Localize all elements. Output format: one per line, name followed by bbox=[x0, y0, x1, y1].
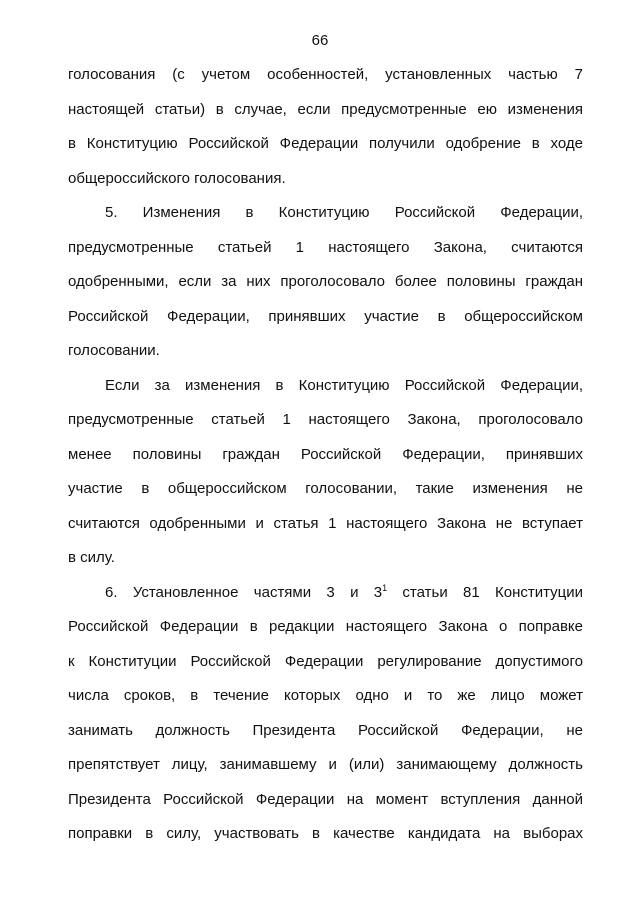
text-line bbox=[68, 196, 583, 231]
paragraph bbox=[68, 58, 583, 196]
text-line bbox=[68, 438, 583, 473]
text-line bbox=[68, 748, 583, 783]
text-line-content: препятствует лицу, занимавшему и (или) занимающему должность bbox=[68, 756, 583, 773]
text-line-content: в силу. bbox=[68, 549, 115, 566]
superscript: 1 bbox=[382, 582, 388, 593]
text-line bbox=[68, 645, 583, 680]
text-line-content: к Конституции Российской Федерации регулирование допустимого bbox=[68, 652, 583, 670]
paragraph bbox=[68, 196, 583, 369]
text-line bbox=[68, 334, 583, 369]
text-line bbox=[68, 472, 583, 507]
text-line-content: считаются одобренными и статья 1 настоящего Закона не вступает bbox=[68, 514, 583, 532]
text-line bbox=[68, 817, 583, 852]
text-line-content: предусмотренные статьей 1 настоящего Закона, считаются bbox=[68, 238, 583, 256]
text-line-content: Российской Федерации, принявших участие в общероссийском bbox=[68, 307, 583, 325]
text-line bbox=[68, 576, 583, 611]
text-line bbox=[68, 93, 583, 128]
text-line-content: одобренными, если за них проголосовало более половины граждан bbox=[68, 273, 583, 290]
text-line-content: Если за изменения в Конституцию Российской Федерации, bbox=[105, 376, 583, 394]
text-line-content: занимать должность Президента Российской Федерации, не bbox=[68, 721, 583, 739]
text-line-content: Российской Федерации в редакции настоящего Закона о поправке bbox=[68, 618, 583, 635]
text-line bbox=[68, 507, 583, 542]
text-line bbox=[68, 403, 583, 438]
text-line bbox=[68, 541, 583, 576]
text-line bbox=[68, 265, 583, 300]
text-line bbox=[68, 162, 583, 197]
text-line bbox=[68, 58, 583, 93]
text-line-content: общероссийского голосования. bbox=[68, 169, 286, 187]
text-line bbox=[68, 369, 583, 404]
paragraph bbox=[68, 576, 583, 852]
page-number: 66 bbox=[311, 32, 329, 49]
text-line bbox=[68, 783, 583, 818]
text-line-content: 6. Установленное частями 3 и 3 bbox=[105, 583, 383, 601]
text-line bbox=[68, 231, 583, 266]
text-line-content: настоящей статьи) в случае, если предусмотренные ею изменения bbox=[68, 100, 583, 118]
text-line-content: Президента Российской Федерации на момент вступления данной bbox=[68, 790, 583, 808]
paragraph bbox=[68, 369, 583, 576]
document-body bbox=[68, 58, 583, 852]
text-line-tail: статьи 81 Конституции bbox=[387, 583, 584, 601]
text-line-content: голосования (с учетом особенностей, установленных частью 7 bbox=[68, 66, 583, 83]
text-line-content: поправки в силу, участвовать в качестве кандидата на выборах bbox=[68, 825, 583, 842]
text-line-content: голосовании. bbox=[68, 342, 160, 359]
text-line-content: 5. Изменения в Конституцию Российской Федерации, bbox=[105, 204, 583, 221]
text-line bbox=[68, 610, 583, 645]
text-line bbox=[68, 679, 583, 714]
text-line-content: в Конституцию Российской Федерации получили одобрение в ходе bbox=[68, 135, 583, 152]
text-line-content: числа сроков, в течение которых одно и то же лицо может bbox=[68, 687, 583, 704]
text-line-content: участие в общероссийском голосовании, такие изменения не bbox=[68, 480, 583, 497]
text-line-content: менее половины граждан Российской Федерации, принявших bbox=[68, 445, 583, 463]
text-line bbox=[68, 714, 583, 749]
text-line bbox=[68, 300, 583, 335]
text-line bbox=[68, 127, 583, 162]
text-line-content: предусмотренные статьей 1 настоящего Закона, проголосовало bbox=[68, 411, 583, 428]
